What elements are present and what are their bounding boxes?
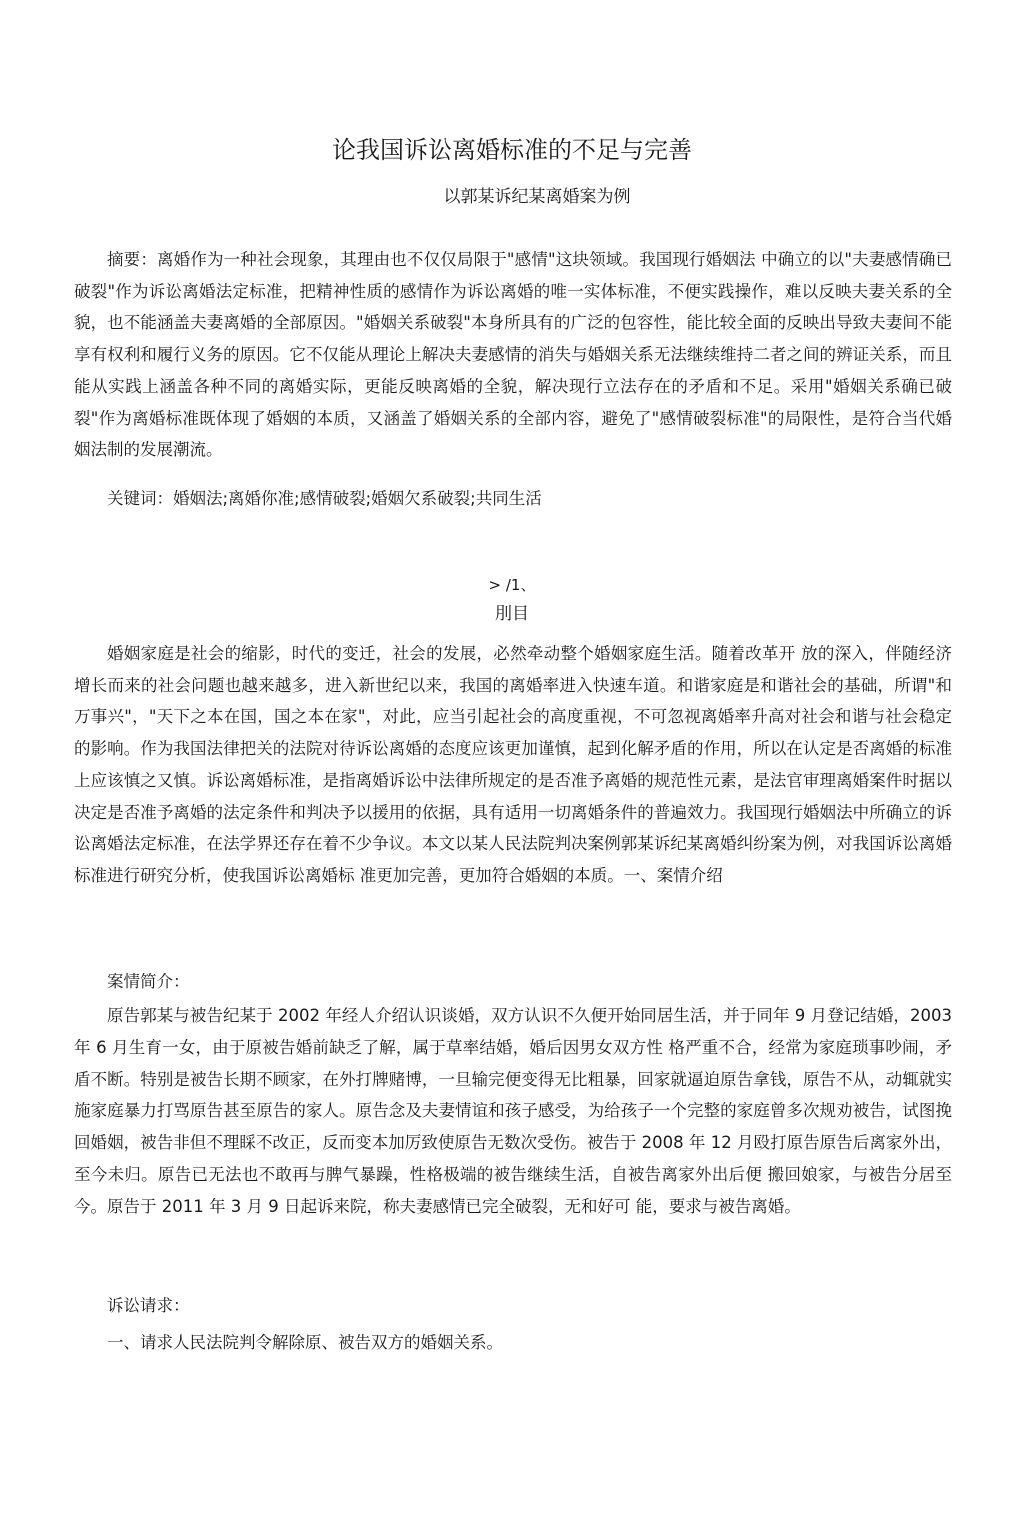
abstract-section — [74, 244, 952, 466]
abstract-paragraph: 摘要：离婚作为一种社会现象，其理由也不仅仅局限于"感情"这块领域。我国现行婚姻法 中确立的以"夫妻感情确已破裂"作为诉讼离婚法定标准，把精神性质的感情作为诉讼离婚的唯一实体标准，不便实践操作，难以反映夫妻关系的全貌，也不能涵盖夫妻离婚的全部原因。"婚姻关系破裂"本身所具有的广泛的包容性，能比较全面的反映出导致夫妻间不能享有权利和履行义务的原因。它不仅能从理论上解决夫妻感情的消失与婚姻关系无法继续维持二者之间的辨证关系，而且能从实践上涵盖各种不同的离婚实际，更能反映离婚的全貌，解决现行立法存在的矛盾和不足。采用"婚姻关系确已破裂"作为离婚标准既体现了婚姻的本质，又涵盖了婚姻关系的全部内容，避免了"感情破裂标准"的局限性，是符合当代婚姻法制的发展潮流。 — [74, 250, 952, 460]
case-summary-section — [74, 1000, 952, 1223]
page-marker: > /1、 — [488, 576, 536, 594]
case-summary-paragraph: 原告郭某与被告纪某于 2002 年经人介绍认识谈婚，双方认识不久便开始同居生活，并于同年 9 月登记结婚，2003 年 6 月生育一女，由于原被告婚前缺乏了解，属于草率结婚，婚后因男女双方性 格严重不合，经常为家庭琐事吵闹，矛盾不断。特别是被告长期不顾家，在外打牌赌博，一旦输完便变得无比粗暴，回家就逼迫原告拿钱，原告不从，动辄就实施家庭暴力打骂原告甚至原告的家人。原告念及夫妻情谊和孩子感受，为给孩子一个完整的家庭曾多次规劝被告，试图挽回婚姻，被告非但不理睬不改正，反而变本加厉致使原告无数次受伤。被告于 2008 年 12 月殴打原告原告后离家外出，至今未归。原告已无法也不敢再与脾气暴躁，性格极端的被告继续生活，自被告离家外出后便 搬回娘家，与被告分居至今。原告于 2011 年 3 月 9 日起诉来院，称夫妻感情已完全破裂，无和好可 能，要求与被告离婚。 — [74, 1006, 952, 1216]
section-heading-preface: 刖目 — [495, 604, 529, 624]
case-summary-label: 案情简介： — [107, 972, 190, 991]
preface-section — [74, 638, 952, 892]
preface-paragraph: 婚姻家庭是社会的缩影，时代的变迁，社会的发展，必然牵动整个婚姻家庭生活。随着改革开 放的深入，伴随经济增长而来的社会问题也越来越多，进入新世纪以来，我国的离婚率进入快速车道。和谐家庭是和谐社会的基础，所谓"和万事兴"，"天下之本在国，国之本在家"，对此，应当引起社会的高度重视，不可忽视离婚率升高对社会和谐与社会稳定的影响。作为我国法律把关的法院对待诉讼离婚的态度应该更加谨慎，起到化解矛盾的作用，所以在认定是否离婚的标准上应该慎之又慎。诉讼离婚标准，是指离婚诉讼中法律所规定的是否准予离婚的规范性元素，是法官审理离婚案件时据以决定是否准予离婚的法定条件和判决予以援用的依据，具有适用一切离婚条件的普遍效力。我国现行婚姻法中所确立的诉讼离婚法定标准，在法学界还存在着不少争议。本文以某人民法院判决案例郭某诉纪某离婚纠纷案为例，对我国诉讼离婚标准进行研究分析，使我国诉讼离婚标 准更加完善，更加符合婚姻的本质。一、案情介绍 — [74, 644, 952, 885]
claim-item-1: 一、请求人民法院判令解除原、被告双方的婚姻关系。 — [107, 1333, 503, 1352]
keywords-line: 关键词：婚姻法;离婚你准;感情破裂;婚姻欠系破裂;共同生活 — [107, 489, 542, 508]
claims-label: 诉讼请求： — [107, 1296, 190, 1315]
document-title: 论我国诉讼离婚标准的不足与完善 — [332, 136, 692, 164]
document-subtitle: 以郭某诉纪某离婚案为例 — [443, 187, 631, 207]
